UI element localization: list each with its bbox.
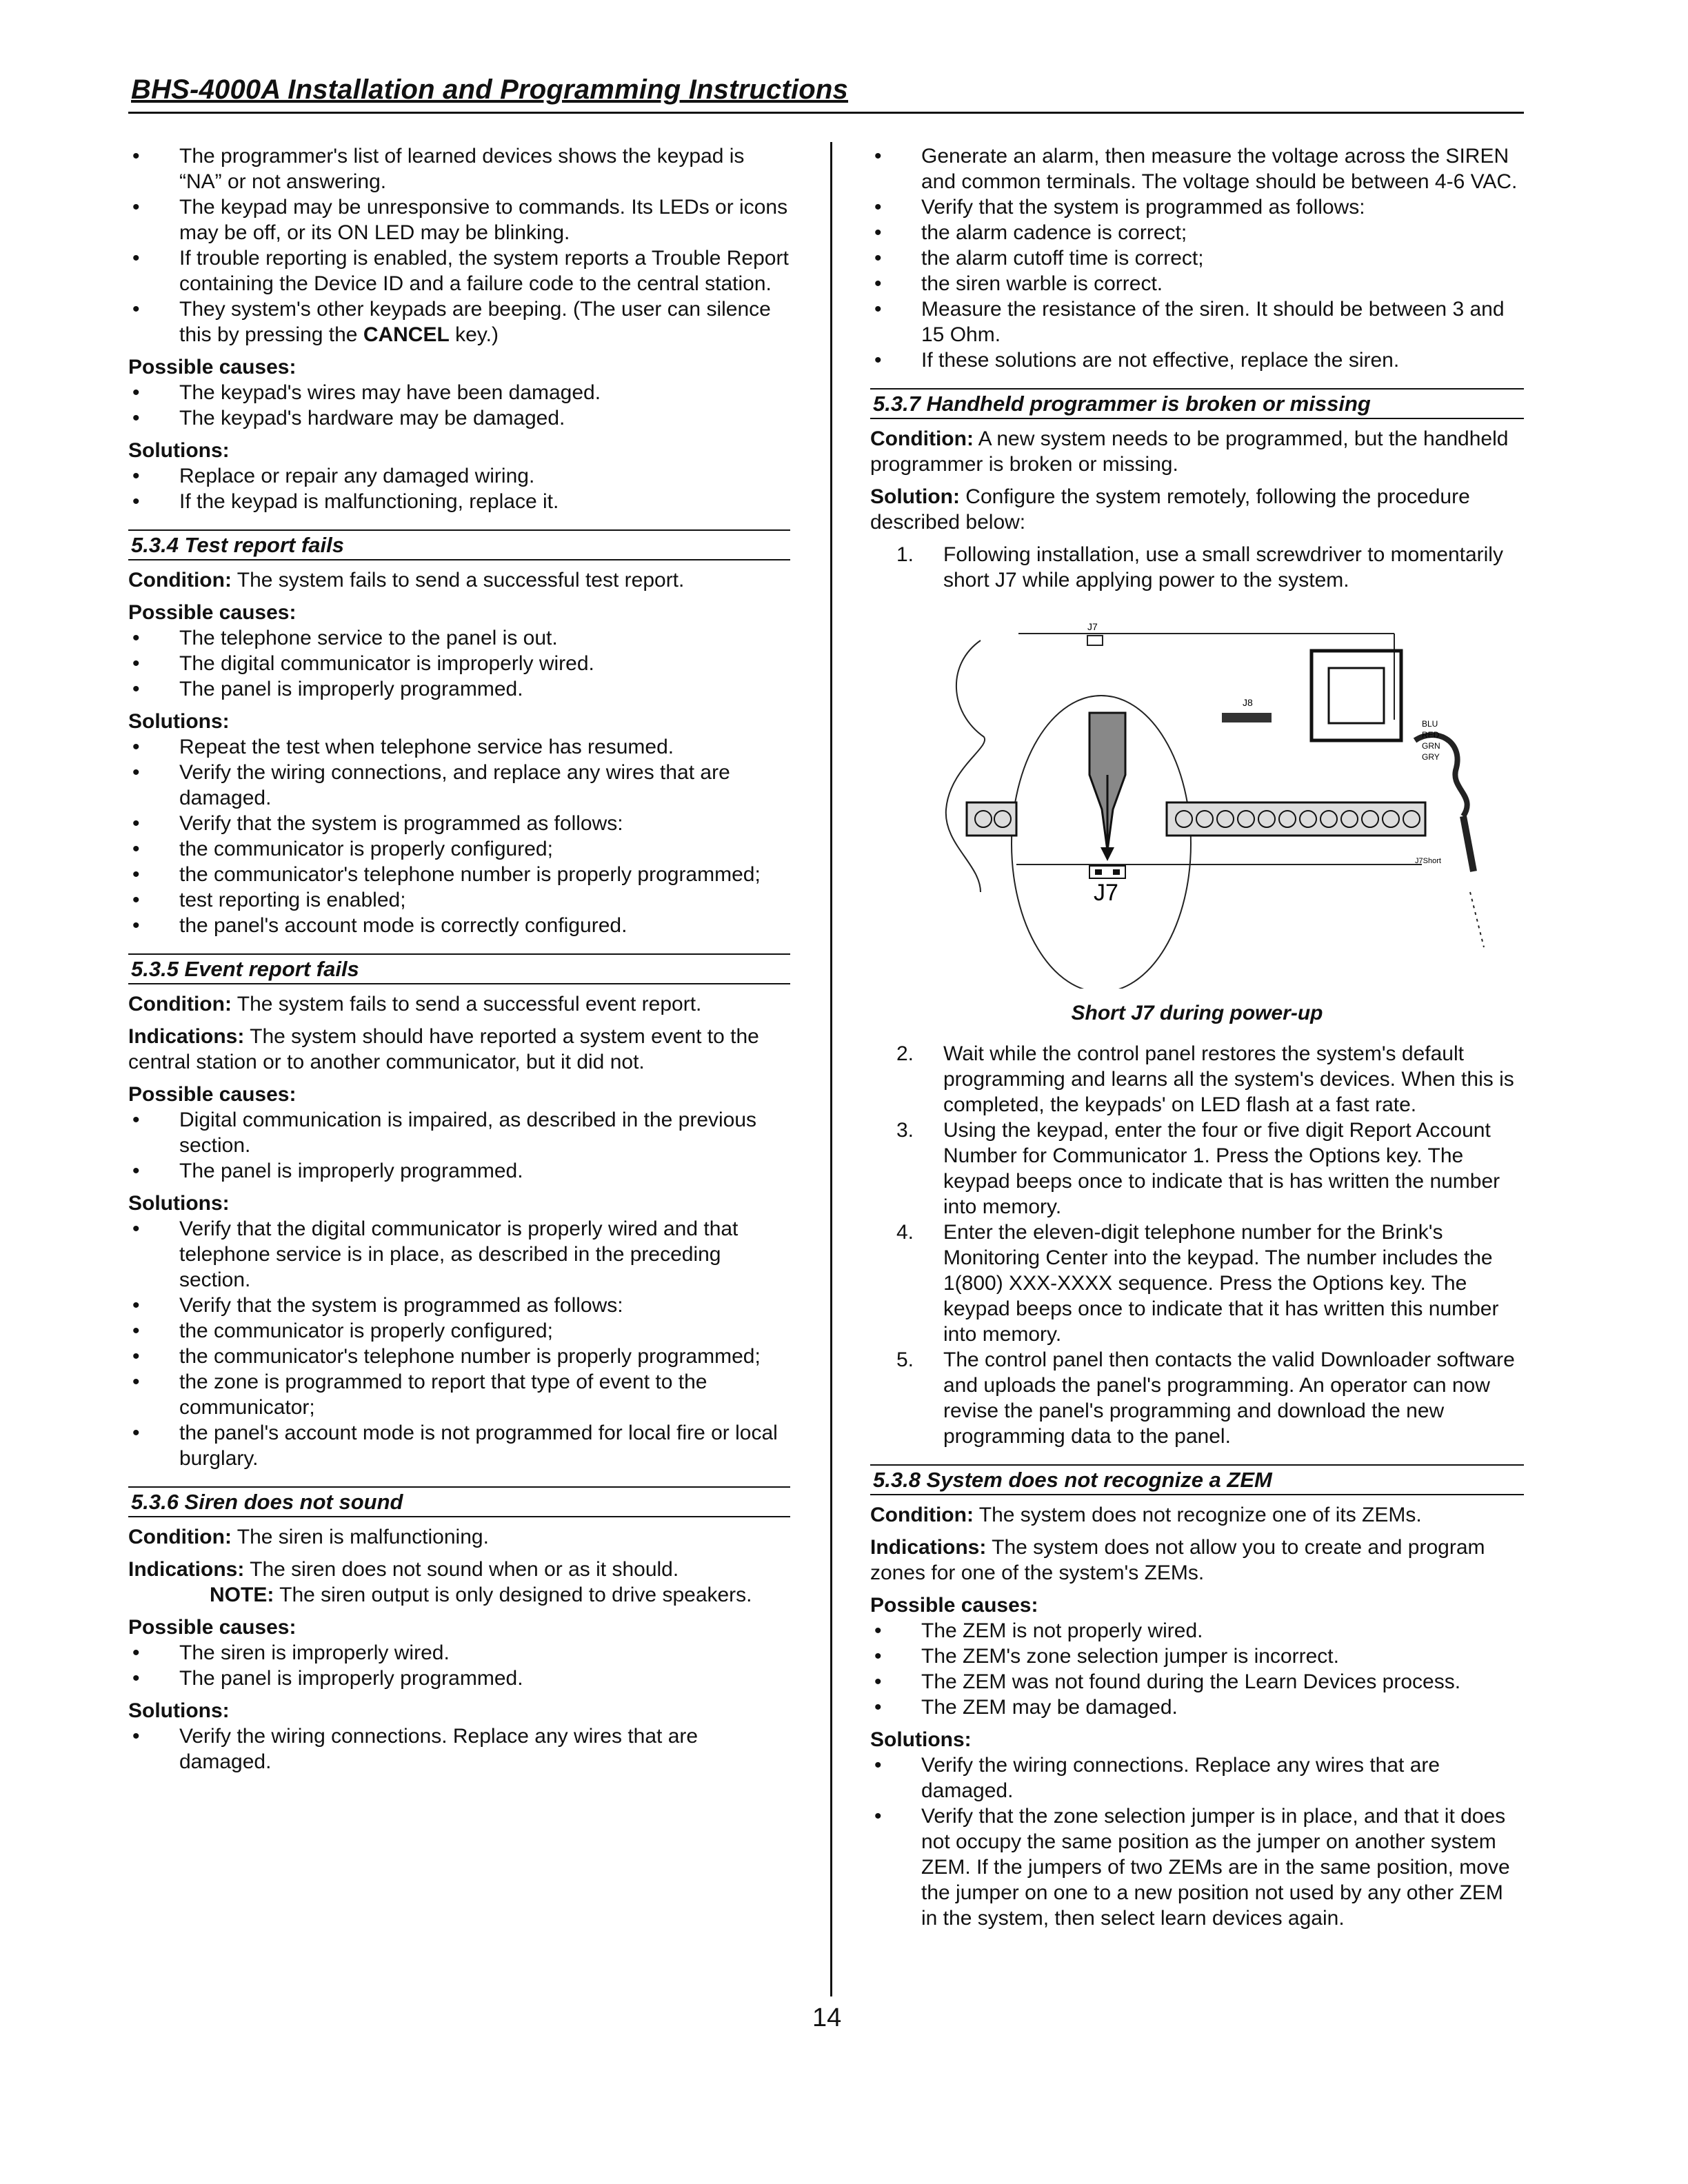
- list-item: • Verify that the digital communicator is properly wired and that telephone service is in place, as described in the preceding section.: [128, 1216, 790, 1293]
- possible-causes-label: Possible causes:: [128, 601, 297, 624]
- solutions-label: Solutions:: [128, 1192, 230, 1215]
- list-item: • the alarm cutoff time is correct;: [870, 245, 1524, 271]
- cpu-chip: [1312, 651, 1401, 740]
- note-paragraph: NOTE: The siren output is only designed to drive speakers.: [210, 1584, 752, 1606]
- header-rule: [128, 112, 1524, 114]
- list-item: • Repeat the test when telephone service has resumed.: [128, 734, 790, 760]
- list-item: • The ZEM is not properly wired.: [870, 1618, 1524, 1644]
- list-item: • The keypad may be unresponsive to commands. Its LEDs or icons may be off, or its ON LED may be blinking.: [128, 194, 790, 245]
- indications-paragraph: Indications: The system should have reported a system event to the central station or to another communicator, but it did not.: [128, 1025, 759, 1073]
- list-item: • The ZEM was not found during the Learn Devices process.: [870, 1669, 1524, 1695]
- condition-paragraph: Condition: A new system needs to be programmed, but the handheld programmer is broken or missing.: [870, 427, 1509, 476]
- list-item: • The siren is improperly wired.: [128, 1640, 790, 1666]
- list-item: • the siren warble is correct.: [870, 271, 1524, 296]
- possible-causes-label: Possible causes:: [128, 1083, 297, 1106]
- list-item: • the communicator's telephone number is properly programmed;: [128, 862, 790, 887]
- solutions-list: [128, 734, 790, 938]
- section-heading-handheld-programmer: 5.3.7 Handheld programmer is broken or missing: [870, 388, 1524, 419]
- solutions-list: [128, 1723, 790, 1775]
- page-number: 14: [812, 2003, 842, 2032]
- list-item: • the zone is programmed to report that type of event to the communicator;: [128, 1369, 790, 1420]
- list-item: • If these solutions are not effective, replace the siren.: [870, 347, 1524, 373]
- condition-paragraph: Condition: The system does not recognize one of its ZEMs.: [870, 1504, 1422, 1526]
- procedure-steps: [870, 1041, 1524, 1449]
- list-item: • the communicator's telephone number is properly programmed;: [128, 1344, 790, 1369]
- condition-paragraph: Condition: The siren is malfunctioning.: [128, 1526, 489, 1548]
- list-item: • The panel is improperly programmed.: [128, 1666, 790, 1691]
- list-item: • The programmer's list of learned devices shows the keypad is “NA” or not answering.: [128, 143, 790, 194]
- list-item: • the alarm cadence is correct;: [870, 220, 1524, 245]
- list-item: • test reporting is enabled;: [128, 887, 790, 913]
- procedure-step-1: [870, 542, 1524, 593]
- list-item: [128, 296, 790, 347]
- indications-paragraph: Indications: The system does not allow you to create and program zones for one of the system's ZEMs.: [870, 1536, 1485, 1584]
- wire-label-grn: GRN: [1422, 741, 1440, 751]
- list-item: 5. The control panel then contacts the valid Downloader software and uploads the panel's programming. An operator can now revise the panel's programming and download the new programming data to the panel.: [896, 1348, 1515, 1448]
- causes-list: [128, 625, 790, 702]
- wire-label-red: RED: [1422, 730, 1440, 740]
- causes-list: [128, 380, 790, 431]
- list-item: 3. Using the keypad, enter the four or five digit Report Account Number for Communicator 1. Press the Options key. The keypad beeps once to indicate that is has written the number into memory.: [896, 1119, 1500, 1218]
- j7-label-small: J7: [1087, 621, 1098, 632]
- arrow-down-icon: [1101, 847, 1114, 861]
- list-item: • Verify that the system is programmed as follows:: [128, 1293, 790, 1318]
- list-item: • Verify that the system is programmed as follows:: [870, 194, 1524, 220]
- siren-solutions-list: [870, 143, 1524, 373]
- section-heading-test-report-fails: 5.3.4 Test report fails: [128, 529, 790, 560]
- section-heading-event-report-fails: 5.3.5 Event report fails: [128, 953, 790, 984]
- keypad-indications-list: [128, 143, 790, 347]
- list-item-text: They system's other keypads are beeping. (The user can silence this by pressing the: [179, 298, 771, 346]
- page-header-title: BHS-4000A Installation and Programming Instructions: [131, 74, 849, 105]
- list-item: • Generate an alarm, then measure the voltage across the SIREN and common terminals. The voltage should be between 4-6 VAC.: [870, 143, 1524, 194]
- solutions-label: Solutions:: [128, 439, 230, 462]
- solutions-list: [128, 1216, 790, 1471]
- short-j7-figure: [870, 603, 1524, 989]
- j8-label: J8: [1243, 697, 1253, 708]
- solutions-label: Solutions:: [870, 1728, 972, 1751]
- solutions-list: [870, 1752, 1524, 1931]
- list-item: • The digital communicator is improperly wired.: [128, 651, 790, 676]
- possible-causes-label: Possible causes:: [128, 1616, 297, 1639]
- list-item: • The panel is improperly programmed.: [128, 1158, 790, 1184]
- cancel-key-label: CANCEL: [363, 323, 450, 346]
- wire-dash: [1470, 892, 1484, 947]
- list-item: • The ZEM's zone selection jumper is incorrect.: [870, 1644, 1524, 1669]
- causes-list: [128, 1107, 790, 1184]
- list-item: • Measure the resistance of the siren. It should be between 3 and 15 Ohm.: [870, 296, 1524, 347]
- right-column: [870, 143, 1524, 1931]
- indications-paragraph: Indications: The siren does not sound when or as it should.: [128, 1558, 679, 1581]
- list-item: • Digital communication is impaired, as described in the previous section.: [128, 1107, 790, 1158]
- list-item: • the panel's account mode is not programmed for local fire or local burglary.: [128, 1420, 790, 1471]
- list-item: 2. Wait while the control panel restores the system's default programming and learns all the system's devices. When this is completed, the keypads' on LED flash at a fast rate.: [896, 1042, 1514, 1116]
- section-heading-zem-not-recognized: 5.3.8 System does not recognize a ZEM: [870, 1464, 1524, 1495]
- list-item: • the panel's account mode is correctly configured.: [128, 913, 790, 938]
- board-outline-left: [946, 640, 985, 892]
- list-item: • the communicator is properly configured;: [128, 836, 790, 862]
- j7-label-large: J7: [1094, 880, 1118, 906]
- list-item: • If the keypad is malfunctioning, replace it.: [128, 489, 790, 514]
- left-column: [128, 143, 790, 1775]
- list-item: • Verify the wiring connections, and replace any wires that are damaged.: [128, 760, 790, 811]
- solutions-label: Solutions:: [128, 710, 230, 733]
- list-item: • The ZEM may be damaged.: [870, 1695, 1524, 1720]
- solutions-list: [128, 463, 790, 514]
- list-item: • The telephone service to the panel is out.: [128, 625, 790, 651]
- list-item: • The keypad's hardware may be damaged.: [128, 405, 790, 431]
- short-label: J7Short: [1415, 857, 1441, 865]
- condition-paragraph: Condition: The system fails to send a successful test report.: [128, 569, 685, 592]
- list-item: • Verify the wiring connections. Replace any wires that are damaged.: [870, 1752, 1524, 1803]
- list-item: • the communicator is properly configured;: [128, 1318, 790, 1344]
- list-item: 4. Enter the eleven-digit telephone number for the Brink's Monitoring Center into the keypad. The number includes the 1(800) XXX-XXXX sequence. Press the Options key. The keypad beeps once to indicate that it has written this number into memory.: [896, 1221, 1499, 1346]
- wire-label-blu: BLU: [1422, 719, 1438, 729]
- section-heading-siren-does-not-sound: 5.3.6 Siren does not sound: [128, 1486, 790, 1517]
- list-item: • The panel is improperly programmed.: [128, 676, 790, 702]
- list-item: • Verify the wiring connections. Replace any wires that are damaged.: [128, 1723, 790, 1775]
- solution-paragraph: Solution: Configure the system remotely, following the procedure described below:: [870, 485, 1470, 534]
- causes-list: [128, 1640, 790, 1691]
- possible-causes-label: Possible causes:: [870, 1594, 1038, 1617]
- j7-pins-large: [1089, 866, 1125, 878]
- list-item: • If trouble reporting is enabled, the system reports a Trouble Report containing the Device ID and a failure code to the central station.: [128, 245, 790, 296]
- list-item: 1. Following installation, use a small screwdriver to momentarily short J7 while applying power to the system.: [896, 543, 1503, 592]
- possible-causes-label: Possible causes:: [128, 356, 297, 378]
- cpu-chip-inner: [1329, 668, 1384, 723]
- list-item: • The keypad's wires may have been damaged.: [128, 380, 790, 405]
- wire-label-gry: GRY: [1422, 752, 1440, 762]
- column-divider: [830, 142, 832, 1996]
- list-item: • Verify that the zone selection jumper is in place, and that it does not occupy the same position as the jumper on another system ZEM. If the jumpers of two ZEMs are in the same position, move the jumper on one to a new position not used by any other ZEM in the system, then select learn devices again.: [870, 1803, 1524, 1931]
- list-item-text-end: key.): [449, 323, 499, 346]
- j8-header: [1222, 713, 1272, 722]
- solutions-label: Solutions:: [128, 1699, 230, 1722]
- list-item: • Verify that the system is programmed as follows:: [128, 811, 790, 836]
- wire-tail: [1463, 816, 1474, 871]
- j7-pins-small: [1087, 636, 1103, 645]
- figure-caption: Short J7 during power-up: [1071, 1002, 1323, 1024]
- causes-list: [870, 1618, 1524, 1720]
- condition-paragraph: Condition: The system fails to send a successful event report.: [128, 993, 702, 1015]
- list-item: • Replace or repair any damaged wiring.: [128, 463, 790, 489]
